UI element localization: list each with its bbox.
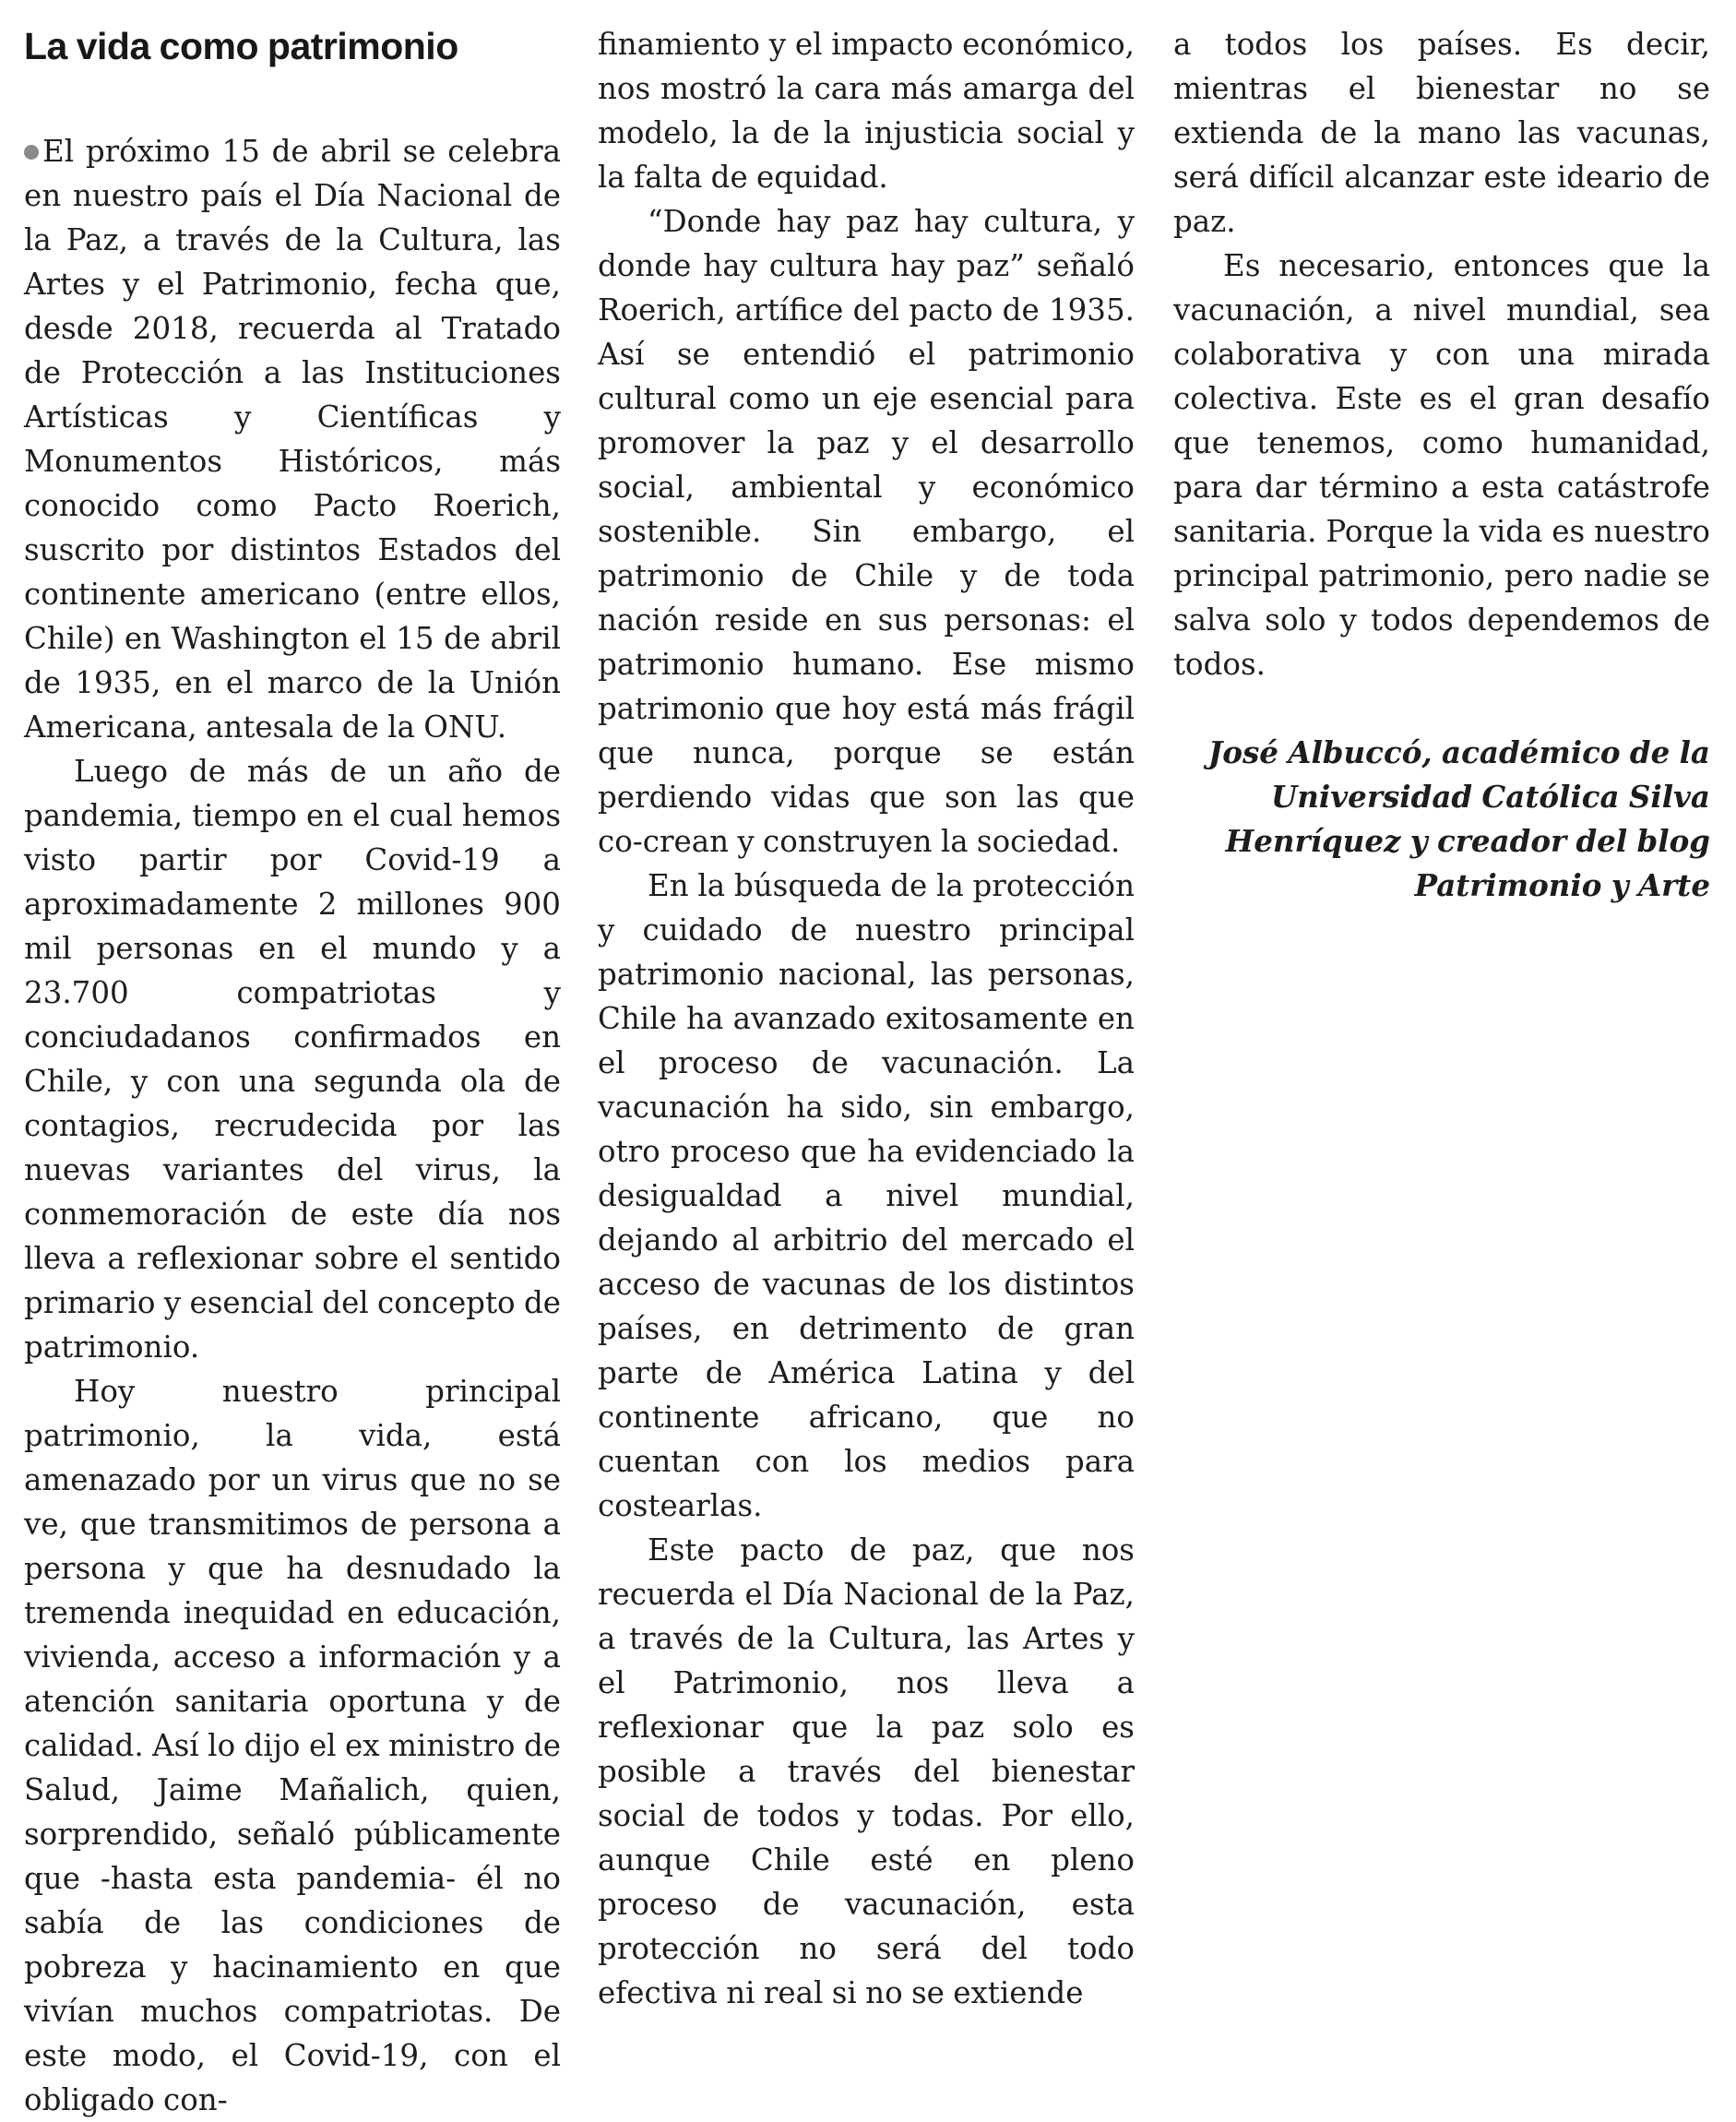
body-paragraph: a todos los países. Es decir, mientras el bienestar no se extienda de la mano las vacunas, será difícil alcanzar este ideario de paz. xyxy=(1173,27,1710,239)
body-paragraph: Hoy nuestro principal patrimonio, la vida, está amenazado por un virus que no se ve, que transmitimos de persona a persona y que ha desnudado la tremenda inequidad en educación, vivienda, acceso a información y a atención sanitaria oportuna y de calidad. Así lo dijo el ex ministro de Salud, Jaime Mañalich, quien, sorprendido, señaló públicamente que -hasta esta pandemia- él no sabía de las condiciones de pobreza y hacinamiento en que vivían muchos compatriotas. De este modo, el Covid-19, con el obligado con- xyxy=(24,1374,561,2117)
body-paragraph: Es necesario, entonces que la vacunación, a nivel mundial, sea colaborativa y con una mirada colectiva. Este es el gran desafío que tenemos, como humanidad, para dar término a esta catástrofe sanitaria. Porque la vida es nuestro principal patrimonio, pero nadie se salva solo y todos dependemos de todos. xyxy=(1173,248,1710,682)
article-headline: La vida como patrimonio xyxy=(24,25,458,67)
body-paragraph: Luego de más de un año de pandemia, tiempo en el cual hemos visto partir por Covid-19 a aproximadamente 2 millones 900 mil personas en el mundo y a 23.700 compatriotas y conciudadanos confirmados en Chile, y con una segunda ola de contagios, recrudecida por las nuevas variantes del virus, la conmemoración de este día nos lleva a reflexionar sobre el sentido primario y esencial del concepto de patrimonio. xyxy=(24,754,561,1365)
lead-paragraph xyxy=(24,129,561,749)
paragraph-text: El próximo 15 de abril se celebra en nuestro país el Día Nacional de la Paz, a través de la Cultura, las Artes y el Patrimonio, fecha que, desde 2018, recuerda al Tratado de Protección a las Instituciones Artísticas y Científicas y Monumentos Históricos, más conocido como Pacto Roerich, suscrito por distintos Estados del continente americano (entre ellos, Chile) en Washington el 15 de abril de 1935, en el marco de la Unión Americana, antesala de la ONU. xyxy=(24,134,561,745)
column-3 xyxy=(1173,22,1710,908)
body-paragraph: Este pacto de paz, que nos recuerda el Día Nacional de la Paz, a través de la Cultura, las Artes y el Patrimonio, nos lleva a reflexionar que la paz solo es posible a través del bienestar social de todos y todas. Por ello, aunque Chile esté en pleno proceso de vacunación, esta protección no será del todo efectiva ni real si no se extiende xyxy=(598,1532,1135,2010)
body-paragraph: En la búsqueda de la protección y cuidado de nuestro principal patrimonio nacional, las personas, Chile ha avanzado exitosamente en el proceso de vacunación. La vacunación ha sido, sin embargo, otro proceso que ha evidenciado la desigualdad a nivel mundial, dejando al arbitrio del mercado el acceso de vacunas de los distintos países, en detrimento de gran parte de América Latina y del continente africano, que no cuentan con los medios para costearlas. xyxy=(598,868,1135,1523)
column-2 xyxy=(598,22,1135,2015)
body-paragraph: “Donde hay paz hay cultura, y donde hay cultura hay paz” señaló Roerich, artífice del pacto de 1935. Así se entendió el patrimonio cultural como un eje esencial para promover la paz y el desarrollo social, ambiental y económico sostenible. Sin embargo, el patrimonio de Chile y de toda nación reside en sus personas: el patrimonio humano. Ese mismo patrimonio que hoy está más frágil que nunca, porque se están perdiendo vidas que son las que co-crean y construyen la sociedad. xyxy=(598,204,1135,859)
column-1 xyxy=(24,22,561,2122)
body-paragraph: finamiento y el impacto económico, nos mostró la cara más amarga del modelo, la de la injusticia social y la falta de equidad. xyxy=(598,27,1135,195)
bullet-icon xyxy=(24,145,39,160)
author-signature: José Albuccó, académico de la Universidad Católica Silva Henríquez y creador del blog Patrimonio y Arte xyxy=(1207,734,1710,903)
